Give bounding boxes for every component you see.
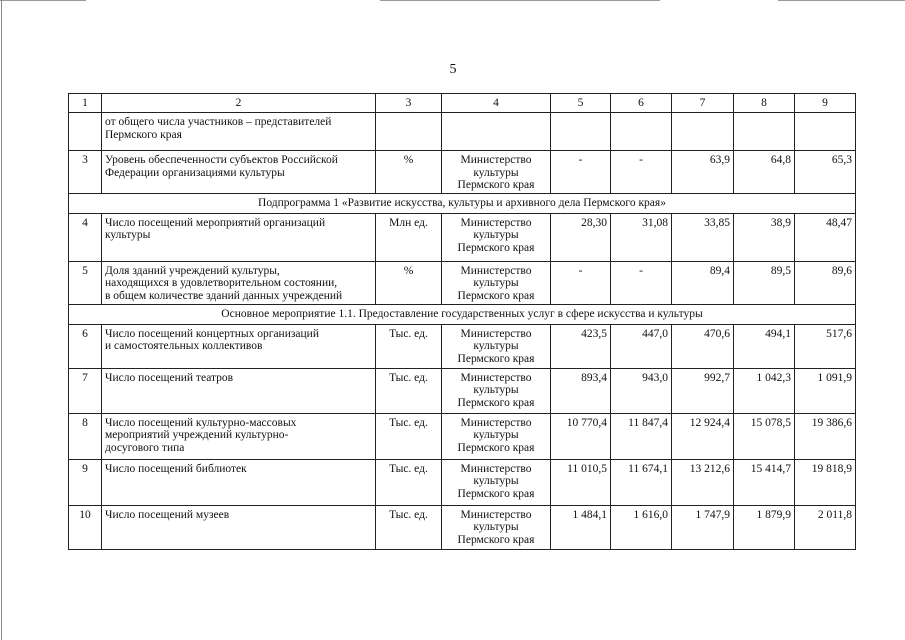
executor-line: Министерство [460, 508, 532, 521]
indicator-name-line: Число посещений мероприятий организаций [105, 216, 326, 229]
header-cell: 6 [611, 94, 672, 113]
header-cell: 8 [734, 94, 795, 113]
indicator-name-line: Число посещений концертных организаций [105, 327, 319, 340]
executor-line: культуры [473, 277, 519, 290]
row-number: 3 [69, 151, 102, 194]
scan-edge-top-right [778, 0, 905, 1]
executor-line: культуры [473, 475, 519, 488]
executor-line: Министерство [460, 264, 532, 277]
value-cell: 893,4 [551, 368, 611, 413]
section-heading-row [69, 193, 856, 213]
unit-of-measure: Тыс. ед. [376, 368, 442, 413]
value-cell: 1 747,9 [672, 505, 734, 549]
value-cell: 31,08 [611, 213, 672, 261]
value-cell: 65,3 [795, 151, 856, 194]
executor-line: культуры [473, 384, 519, 397]
scan-edge-left [1, 0, 2, 640]
executor-line: культуры [473, 340, 519, 353]
value-cell: - [611, 151, 672, 194]
value-cell: 1 091,9 [795, 368, 856, 413]
indicator-name-line: Число посещений театров [105, 371, 234, 384]
executor-line: Пермского края [457, 396, 535, 409]
header-cell: 4 [442, 94, 551, 113]
row-number: 6 [69, 324, 102, 368]
indicator-name-line: Уровень обеспеченности субъектов Российской [105, 154, 338, 166]
value-cell: 423,5 [551, 324, 611, 368]
value-cell [611, 113, 672, 151]
row-number: 7 [69, 368, 102, 413]
executor-line: Министерство [460, 371, 532, 384]
value-cell: 447,0 [611, 324, 672, 368]
responsible-executor [442, 113, 551, 151]
row-number: 8 [69, 413, 102, 459]
unit-of-measure: % [376, 261, 442, 304]
table-row [69, 151, 856, 194]
value-cell [672, 113, 734, 151]
value-cell: 19 818,9 [795, 459, 856, 505]
unit-of-measure: Тыс. ед. [376, 505, 442, 549]
value-cell: 19 386,6 [795, 413, 856, 459]
value-cell [795, 113, 856, 151]
executor-line: Пермского края [457, 179, 535, 192]
value-cell: 10 770,4 [551, 413, 611, 459]
executor-line: Пермского края [457, 289, 535, 302]
executor-line: Пермского края [457, 533, 535, 546]
value-cell: 15 078,5 [734, 413, 795, 459]
value-cell: 1 484,1 [551, 505, 611, 549]
indicator-name-line: в общем количестве зданий данных учреждений [105, 289, 343, 302]
scan-edge-top-left [0, 0, 86, 1]
responsible-executor [442, 368, 551, 413]
indicator-name [102, 213, 376, 261]
value-cell: 38,9 [734, 213, 795, 261]
table-row [69, 113, 856, 151]
section-heading-row [69, 304, 856, 324]
value-cell: 15 414,7 [734, 459, 795, 505]
value-cell: 33,85 [672, 213, 734, 261]
indicator-name-line: культуры [105, 229, 151, 242]
executor-line: Министерство [460, 216, 532, 229]
table-row [69, 505, 856, 549]
executor-line: культуры [473, 521, 519, 534]
value-cell: 517,6 [795, 324, 856, 368]
indicator-name-line: мероприятий учреждений культурно- [105, 429, 289, 442]
indicator-name [102, 151, 376, 194]
value-cell: - [551, 151, 611, 194]
indicator-name-line: Число посещений библиотек [105, 462, 247, 475]
responsible-executor [442, 413, 551, 459]
indicator-name [102, 505, 376, 549]
value-cell: 11 674,1 [611, 459, 672, 505]
indicator-name-line: Федерации организациями культуры [105, 166, 285, 179]
executor-line: Министерство [460, 327, 532, 340]
indicator-name [102, 261, 376, 304]
executor-line: Министерство [460, 462, 532, 475]
value-cell: 1 616,0 [611, 505, 672, 549]
row-number [69, 113, 102, 151]
table-row [69, 324, 856, 368]
executor-line: Пермского края [457, 487, 535, 500]
value-cell: 470,6 [672, 324, 734, 368]
header-cell: 9 [795, 94, 856, 113]
header-cell: 5 [551, 94, 611, 113]
indicator-name-line: находящихся в удовлетворительном состоянии, [105, 277, 338, 290]
value-cell: 28,30 [551, 213, 611, 261]
table-row [69, 413, 856, 459]
executor-line: Пермского края [457, 441, 535, 454]
value-cell: 64,8 [734, 151, 795, 194]
table-row [69, 261, 856, 304]
table-row [69, 213, 856, 261]
value-cell: 89,4 [672, 261, 734, 304]
header-cell: 2 [102, 94, 376, 113]
value-cell: 1 042,3 [734, 368, 795, 413]
indicator-name [102, 413, 376, 459]
executor-line: Пермского края [457, 352, 535, 365]
value-cell: - [551, 261, 611, 304]
unit-of-measure [376, 113, 442, 151]
row-number: 9 [69, 459, 102, 505]
table-body [69, 94, 856, 550]
value-cell: 11 010,5 [551, 459, 611, 505]
indicator-name-line: и самостоятельных коллективов [105, 340, 263, 353]
indicator-name-line: от общего числа участников – представителей [105, 116, 332, 128]
indicator-name [102, 368, 376, 413]
value-cell: 494,1 [734, 324, 795, 368]
page-number: 5 [449, 62, 457, 77]
header-cell: 7 [672, 94, 734, 113]
unit-of-measure: Тыс. ед. [376, 324, 442, 368]
value-cell: 13 212,6 [672, 459, 734, 505]
executor-line: культуры [473, 229, 519, 242]
row-number: 5 [69, 261, 102, 304]
unit-of-measure: Тыс. ед. [376, 413, 442, 459]
header-cell: 3 [376, 94, 442, 113]
unit-of-measure: % [376, 151, 442, 194]
value-cell: 48,47 [795, 213, 856, 261]
indicator-name-line: Доля зданий учреждений культуры, [105, 264, 280, 277]
value-cell: 11 847,4 [611, 413, 672, 459]
value-cell: 2 011,8 [795, 505, 856, 549]
responsible-executor [442, 324, 551, 368]
executor-line: Министерство [460, 154, 532, 166]
header-cell: 1 [69, 94, 102, 113]
indicator-name [102, 324, 376, 368]
responsible-executor [442, 261, 551, 304]
indicator-name-line: Число посещений музеев [105, 508, 230, 521]
executor-line: Министерство [460, 416, 532, 429]
indicator-name [102, 459, 376, 505]
value-cell: 992,7 [672, 368, 734, 413]
row-number: 10 [69, 505, 102, 549]
unit-of-measure: Млн ед. [376, 213, 442, 261]
section-heading: Подпрограмма 1 «Развитие искусства, культуры и архивного дела Пермского края» [69, 193, 856, 213]
value-cell: 1 879,9 [734, 505, 795, 549]
executor-line: Пермского края [457, 241, 535, 254]
executor-line: культуры [473, 429, 519, 442]
table-row [69, 368, 856, 413]
value-cell: 943,0 [611, 368, 672, 413]
row-number: 4 [69, 213, 102, 261]
value-cell: - [611, 261, 672, 304]
table-row [69, 459, 856, 505]
indicator-name-line: Число посещений культурно-массовых [105, 416, 297, 429]
responsible-executor [442, 459, 551, 505]
indicator-name-line: Пермского края [105, 128, 182, 141]
indicator-name [102, 113, 376, 151]
value-cell [551, 113, 611, 151]
responsible-executor [442, 213, 551, 261]
value-cell: 12 924,4 [672, 413, 734, 459]
value-cell [734, 113, 795, 151]
value-cell: 63,9 [672, 151, 734, 194]
responsible-executor [442, 151, 551, 194]
section-heading: Основное мероприятие 1.1. Предоставление государственных услуг в сфере искусства и культуры [69, 304, 856, 324]
executor-line: культуры [473, 166, 519, 179]
indicators-table [68, 93, 856, 550]
unit-of-measure: Тыс. ед. [376, 459, 442, 505]
value-cell: 89,5 [734, 261, 795, 304]
value-cell: 89,6 [795, 261, 856, 304]
scan-edge-top-center [380, 0, 660, 1]
responsible-executor [442, 505, 551, 549]
indicator-name-line: досугового типа [105, 441, 185, 454]
header-row [69, 94, 856, 113]
